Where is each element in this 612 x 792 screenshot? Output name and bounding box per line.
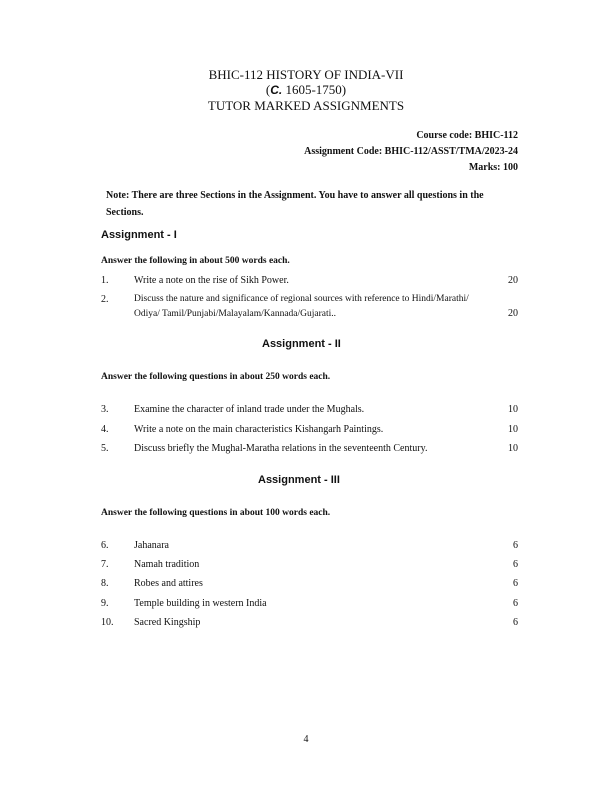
question-marks: 6 <box>513 559 518 570</box>
question-number: 9. <box>101 598 109 609</box>
question-marks: 10 <box>508 404 518 415</box>
question-number: 1. <box>101 275 109 286</box>
question-number: 3. <box>101 404 109 415</box>
page-number: 4 <box>303 734 309 745</box>
question-marks: 10 <box>508 424 518 435</box>
question-number: 5. <box>101 443 109 454</box>
question-number: 4. <box>101 424 109 435</box>
question-text: Write a note on the main characteristics Kishangarh Paintings. <box>134 424 384 435</box>
question-marks: 6 <box>513 617 518 628</box>
question-text: Temple building in western India <box>134 598 267 609</box>
question-marks: 6 <box>513 578 518 589</box>
period-range: 1605-1750) <box>285 82 347 97</box>
question-number: 10. <box>101 617 114 628</box>
assignment-code: Assignment Code: BHIC-112/ASST/TMA/2023-24 <box>304 146 518 157</box>
question-text: Write a note on the rise of Sikh Power. <box>134 275 289 286</box>
question-marks: 20 <box>508 275 518 286</box>
course-code: Course code: BHIC-112 <box>416 130 518 141</box>
section-instruction: Answer the following questions in about 250 words each. <box>101 372 331 382</box>
period-prefix: C. <box>270 83 283 97</box>
question-number: 8. <box>101 578 109 589</box>
section-heading: Assignment - I <box>101 229 177 241</box>
section-heading: Assignment - II <box>262 338 341 350</box>
section-instruction: Answer the following questions in about 100 words each. <box>101 508 331 518</box>
question-text-continued: Odiya/ Tamil/Punjabi/Malayalam/Kannada/Gujarati.. <box>134 309 337 319</box>
question-text: Jahanara <box>134 540 169 551</box>
period-open: ( <box>265 82 271 97</box>
section-heading: Assignment - III <box>258 474 340 486</box>
instructions-note: Note: There are three Sections in the Assignment. You have to answer all questions in the Sections. <box>106 190 484 218</box>
section-instruction: Answer the following in about 500 words each. <box>101 256 290 266</box>
course-title: BHIC-112 HISTORY OF INDIA-VII <box>208 67 404 82</box>
question-text: Discuss briefly the Mughal-Maratha relations in the seventeenth Century. <box>134 443 428 454</box>
question-text: Robes and attires <box>134 578 203 589</box>
question-marks: 10 <box>508 443 518 454</box>
question-marks: 6 <box>513 540 518 551</box>
period-line <box>0 82 612 98</box>
question-number: 6. <box>101 540 109 551</box>
question-number: 7. <box>101 559 109 570</box>
question-marks: 6 <box>513 598 518 609</box>
question-text: Discuss the nature and significance of regional sources with reference to Hindi/Marathi/ <box>134 294 469 304</box>
total-marks: Marks: 100 <box>468 162 518 173</box>
question-text: Sacred Kingship <box>134 617 201 628</box>
question-number: 2. <box>101 294 109 305</box>
question-text: Examine the character of inland trade under the Mughals. <box>134 404 365 415</box>
question-text: Namah tradition <box>134 559 200 570</box>
assignment-subtitle: TUTOR MARKED ASSIGNMENTS <box>207 98 405 113</box>
question-marks: 20 <box>508 308 518 319</box>
